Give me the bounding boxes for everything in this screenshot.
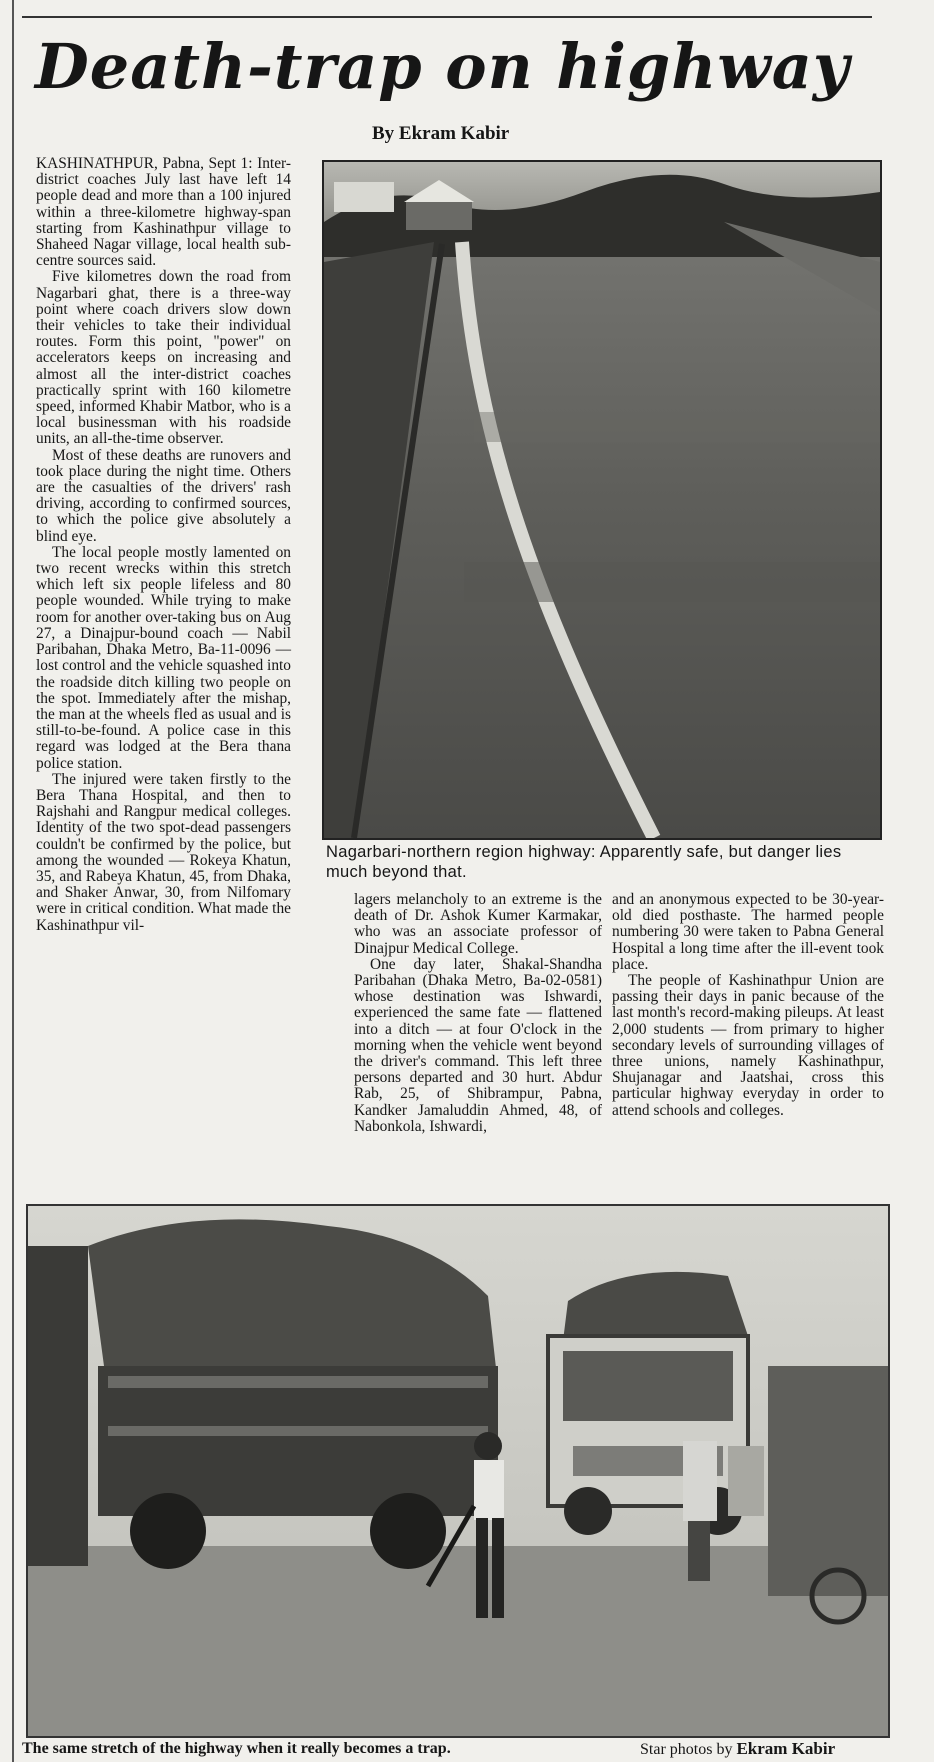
top-divider <box>22 16 872 18</box>
paragraph: and an anonymous expected to be 30-year-old died posthaste. The harmed people numbering 30 were taken to Pabna General Hospital a long time after the ill-event took place. <box>612 891 884 973</box>
photo-credit-name: Ekram Kabir <box>736 1739 836 1758</box>
column-1 <box>36 156 291 934</box>
paragraph: The injured were taken firstly to the Bera Thana Hospital, and then to Rajshahi and Rangpur medical colleges. Identity of the two spot-dead passengers couldn't be confirmed by the police, but among the wounded — Rokeya Khatun, 35, and Rabeya Khatun, 45, from Dhaka, and Shaker Anwar, 30, from Nilfomary were in critical condition. What made the Kashinathpur vil- <box>36 770 291 934</box>
column-3 <box>612 892 884 1119</box>
page-edge-rule <box>12 0 14 1762</box>
photo-caption: The same stretch of the highway when it really becomes a trap. <box>22 1740 451 1757</box>
paragraph: lagers melancholy to an extreme is the death of Dr. Ashok Kumer Karmakar, who was an associate professor of Dinajpur Medical College. <box>354 891 602 957</box>
column-2 <box>354 892 602 1135</box>
photo-caption: Nagarbari-northern region highway: Apparently safe, but danger lies much beyond that. <box>326 843 842 881</box>
bottom-caption-line <box>22 1739 902 1759</box>
photo-credit-prefix: Star photos by <box>640 1741 733 1758</box>
paragraph: KASHINATHPUR, Pabna, Sept 1: Inter-district coaches July last have left 14 people dead and more than a 100 injured within a three-kilometre highway-span starting from Kashinathpur village to Shaheed Nagar village, local health sub-centre sources said. <box>36 155 291 270</box>
paragraph: Five kilometres down the road from Nagarbari ghat, there is a three-way point where coach drivers slow down their vehicles to take their individual routes. Form this point, "power" on accelerators keeps on increasing and almost all the inter-district coaches practically sprint with 160 kilometre speed, informed Khabir Matbor, who is a local businessman with his roadside units, an all-the-time observer. <box>36 268 291 448</box>
headline: Death-trap on highway <box>35 30 850 103</box>
paragraph: The people of Kashinathpur Union are passing their days in panic because of the last month's record-making pileups. At least 2,000 students — from primary to higher secondary levels of surrounding villages of three unions, namely Kashinathpur, Shujanagar and Jaatshai, cross this particular highway everyday in order to attend schools and colleges. <box>612 972 884 1119</box>
highway-photo <box>322 160 882 840</box>
photo-credit <box>640 1739 835 1760</box>
paragraph: The local people mostly lamented on two recent wrecks within this stretch which left six people lifeless and 80 people wounded. While trying to make room for another over-taking bus on Aug 27, a Dinajpur-bound coach — Nabil Paribahan, Dhaka Metro, Ba-11-0096 — lost control and the vehicle squashed into the roadside ditch killing two people on the spot. Immediately after the mishap, the man at the wheels fled as usual and is still-to-be-found. A police case in this regard was lodged at the Bera thana police station. <box>36 543 291 772</box>
paragraph: Most of these deaths are runovers and took place during the night time. Others are the casualties of the drivers' rash driving, according to confirmed sources, to which the police give absolutely a blind eye. <box>36 446 291 545</box>
trucks-photo <box>26 1204 890 1738</box>
byline: By Ekram Kabir <box>372 123 510 144</box>
paragraph: One day later, Shakal-Shandha Paribahan (Dhaka Metro, Ba-02-0581) whose destination was Ishwardi, experienced the same fate — flattened into a ditch — at four O'clock in the morning when the vehicle went beyond the driver's command. This left three persons departed and 30 hurt. Abdur Rab, 25, of Shibrampur, Pabna, Kandker Jamaluddin Ahmed, 48, of Nabonkola, Ishwardi, <box>354 955 602 1135</box>
